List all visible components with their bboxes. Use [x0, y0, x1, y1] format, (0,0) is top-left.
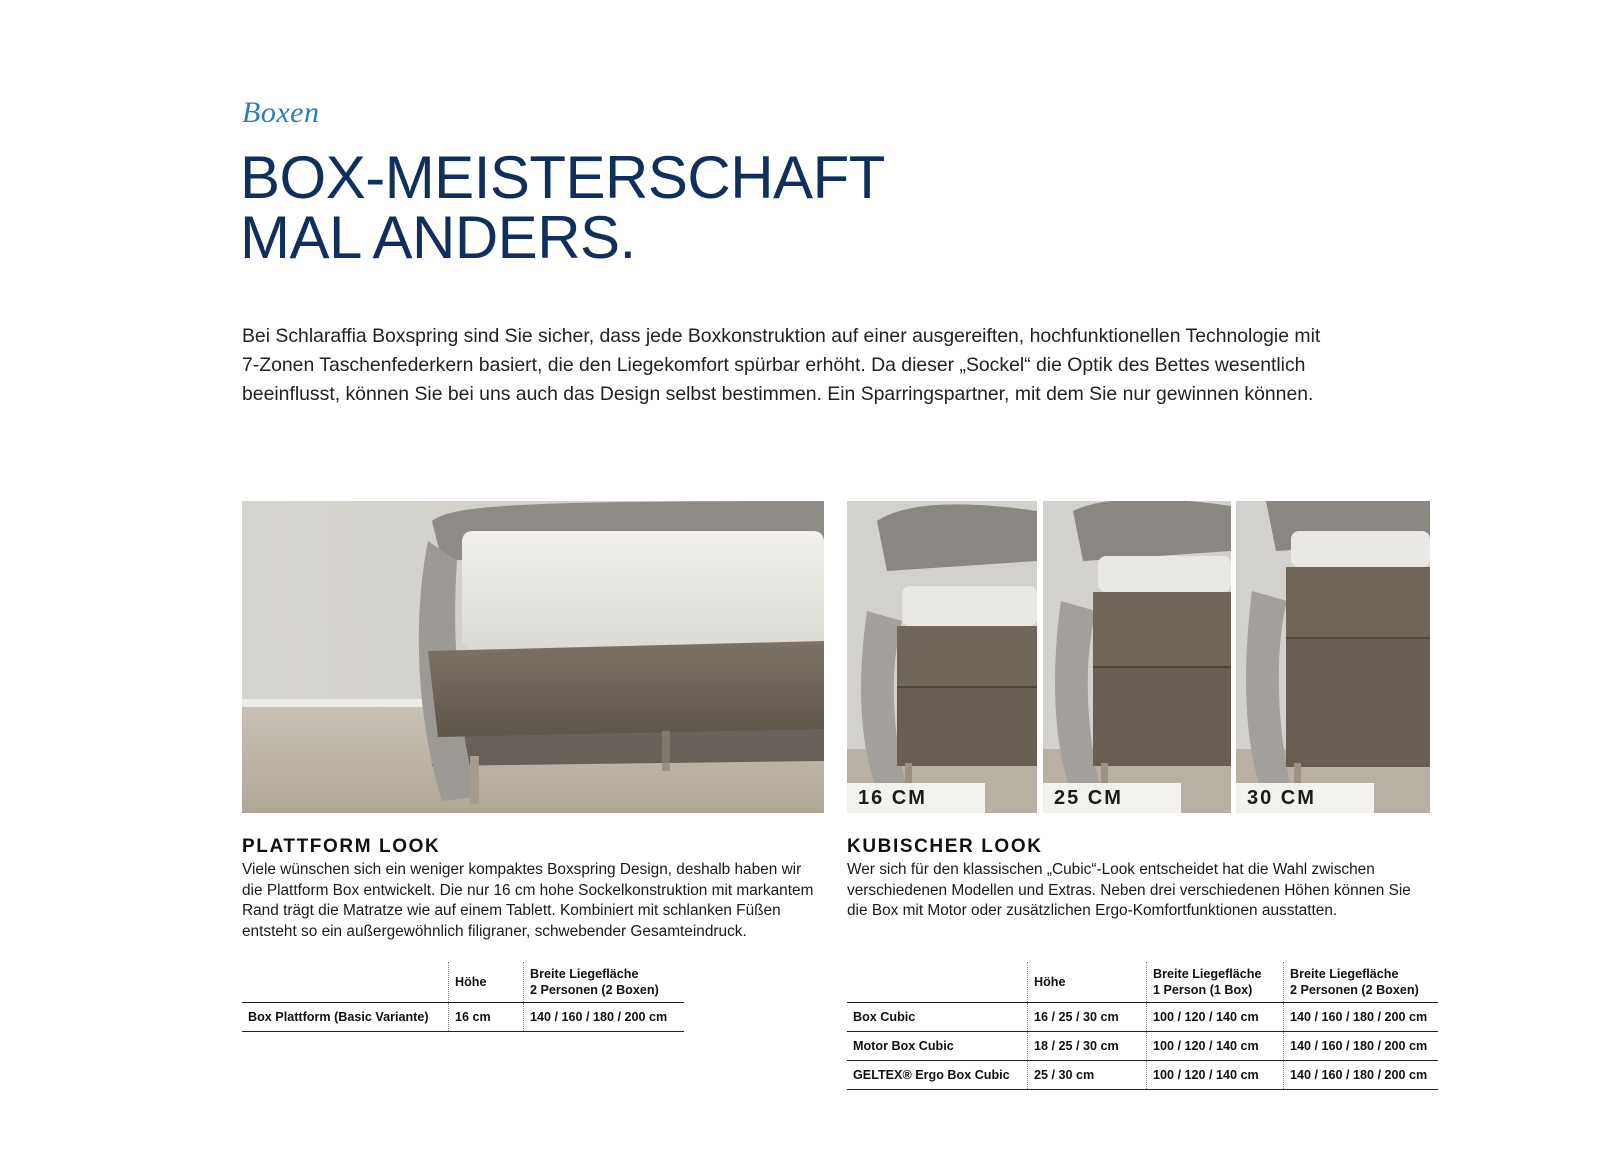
- cubic-25cm-photo: [1043, 501, 1231, 813]
- height-label-30cm: 30 CM: [1236, 783, 1374, 813]
- header-breite-label: Breite Liegefläche: [1153, 967, 1262, 981]
- header-model: [242, 962, 449, 1003]
- kubisch-heading: KUBISCHER LOOK: [847, 836, 1043, 857]
- plattform-heading: PLATTFORM LOOK: [242, 836, 441, 857]
- page-title-line-1: BOX-MEISTERSCHAFT: [240, 144, 885, 211]
- header-personen-label: 2 Personen (2 Boxen): [1290, 983, 1419, 997]
- header-hoehe: Höhe: [1028, 962, 1147, 1003]
- cubic-30cm-photo: [1236, 501, 1430, 813]
- table-header-row: [847, 962, 1438, 1003]
- cell-breite-2: 140 / 160 / 180 / 200 cm: [1284, 1003, 1439, 1032]
- cell-breite-1: 100 / 120 / 140 cm: [1147, 1061, 1284, 1090]
- header-hoehe: Höhe: [449, 962, 524, 1003]
- cell-hoehe: 25 / 30 cm: [1028, 1061, 1147, 1090]
- table-header-row: [242, 962, 684, 1003]
- header-breite-label: Breite Liegefläche: [530, 967, 639, 981]
- cell-breite-2: 140 / 160 / 180 / 200 cm: [1284, 1032, 1439, 1061]
- header-breite-1: [1147, 962, 1284, 1003]
- cell-breite-2: 140 / 160 / 180 / 200 cm: [1284, 1061, 1439, 1090]
- cell-breite-2: 140 / 160 / 180 / 200 cm: [524, 1003, 685, 1032]
- cubic-30cm-illustration: [1236, 501, 1430, 813]
- header-personen-label: 2 Personen (2 Boxen): [530, 983, 659, 997]
- table-row: [242, 1003, 684, 1032]
- page-title: [240, 144, 885, 271]
- table-row: [847, 1061, 1438, 1090]
- section-kicker: Boxen: [242, 96, 320, 129]
- cubic-16cm-illustration: [847, 501, 1037, 813]
- cell-model: Box Cubic: [847, 1003, 1028, 1032]
- header-breite-2: [524, 962, 685, 1003]
- cell-model: Box Plattform (Basic Variante): [242, 1003, 449, 1032]
- plattform-bed-illustration: [242, 501, 824, 813]
- header-breite-label: Breite Liegefläche: [1290, 967, 1399, 981]
- header-breite-2: [1284, 962, 1439, 1003]
- plattform-photo: [242, 501, 824, 813]
- cell-hoehe: 16 cm: [449, 1003, 524, 1032]
- height-label-16cm: 16 CM: [847, 783, 985, 813]
- cell-model: GELTEX® Ergo Box Cubic: [847, 1061, 1028, 1090]
- height-label-25cm: 25 CM: [1043, 783, 1181, 813]
- intro-paragraph: Bei Schlaraffia Boxspring sind Sie sicher, dass jede Boxkonstruktion auf einer ausgereiften, hochfunktionellen Technologie mit 7-Zonen Taschenfederkern basiert, die den Liegekomfort spürbar erhöht. Da dieser „Sockel“ die Optik des Bettes wesentlich beeinflusst, können Sie bei uns auch das Design selbst bestimmen. Ein Sparringspartner, mit dem Sie nur gewinnen können.: [242, 325, 1321, 405]
- kubisch-spec-table: [847, 962, 1438, 1090]
- plattform-text: Viele wünschen sich ein weniger kompaktes Boxspring Design, deshalb haben wir die Plattform Box entwickelt. Die nur 16 cm hohe Sockelkonstruktion mit markantem Rand trägt die Matratze wie auf einem Tablett. Kombiniert mit schlanken Füßen entsteht so ein außergewöhnlich filigraner, schwebender Gesamteindruck.: [242, 861, 814, 940]
- cell-breite-1: 100 / 120 / 140 cm: [1147, 1003, 1284, 1032]
- cell-hoehe: 16 / 25 / 30 cm: [1028, 1003, 1147, 1032]
- header-personen-label: 1 Person (1 Box): [1153, 983, 1253, 997]
- table-row: [847, 1032, 1438, 1061]
- cell-breite-1: 100 / 120 / 140 cm: [1147, 1032, 1284, 1061]
- cell-model: Motor Box Cubic: [847, 1032, 1028, 1061]
- plattform-spec-table: [242, 962, 684, 1032]
- header-model: [847, 962, 1028, 1003]
- cubic-16cm-photo: [847, 501, 1037, 813]
- kubisch-text: Wer sich für den klassischen „Cubic“-Look entscheidet hat die Wahl zwischen verschiedenen Modellen und Extras. Neben drei verschiedenen Höhen können Sie die Box mit Motor oder zusätzlichen Ergo-Komfortfunktionen ausstatten.: [847, 861, 1411, 920]
- table-row: [847, 1003, 1438, 1032]
- page-title-line-2: MAL ANDERS.: [240, 204, 636, 271]
- cell-hoehe: 18 / 25 / 30 cm: [1028, 1032, 1147, 1061]
- cubic-25cm-illustration: [1043, 501, 1231, 813]
